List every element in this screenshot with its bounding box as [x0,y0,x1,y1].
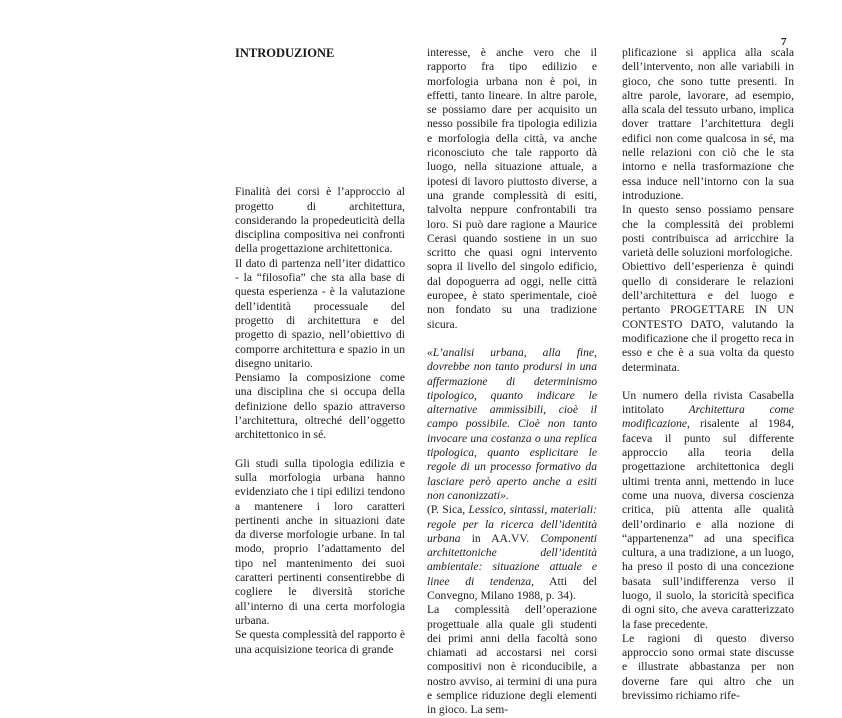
citation-text: Atti del Convegno, Milano 1988, p. 34). [427,574,597,602]
citation-title: Lessico, sintassi, materiali: regole per la ricerca dell’identità urbana [427,503,597,545]
paragraph-text: Un numero della rivista Casabella intitolato [622,388,794,417]
paragraph: plificazione si applica alla scala dell’intervento, non alle variabili in gioco, che sono tutte presenti. In altre parole, lavorare, ad esempio, alla scala del tessuto urbano, implica dover trattare l’architettura degli edifici non come qualcosa in sé, ma nelle relazioni con ciò che le sta intorno e nella trasformazione che essa induce nell’intorno con la sua introduzione. [622,46,794,202]
citation-text: (P. Sica, [427,503,469,517]
paragraph: Finalità dei corsi è l’approccio al progetto di architettura, considerando la propedeuticità della disciplina compositiva nei confronti della progettazione architettonica. [235,185,405,256]
paragraph: In questo senso possiamo pensare che la complessità dei problemi posti contribuisca ad arricchire la varietà delle soluzioni morfologiche. [622,203,794,260]
block-quote: «L’analisi urbana, alla fine, dovrebbe non tanto prodursi in una affermazione di determinismo tipologico, quanto indicare le alternative ammissibili, cioè il campo possibile. Cioè non tanto invocare una costanza o una replica tipologica, quanto esplicitare le regole di un processo formativo da lasciare però aperto anche a esiti non canonizzati». [427,345,597,502]
column-3 [622,46,794,703]
paragraph: Gli studi sulla tipologia edilizia e sulla morfologia urbana hanno evidenziato che i tipi edilizi tendono a mantenere i loro caratteri pertinenti anche in situazioni date da diverse morfologie urbane. In tal modo, proprio l’adattamento del tipo nel mantenimento dei suoi caratteri pertinenti consentirebbe di cogliere le diversità storiche all’interno di una certa morfologia urbana. [235,456,405,627]
column-2 [427,46,597,718]
paragraph [622,389,794,632]
paragraph: La complessità dell’operazione progettuale alla quale gli studenti dei primi anni della facoltà sono chiamati ad accostarsi nei corsi compositivi non è riconducibile, a nostro avviso, ai termini di una pura e semplice riduzione degli elementi in gioco. La sem- [427,603,597,717]
paragraph: Se questa complessità del rapporto è una acquisizione teorica di grande [235,628,405,656]
paragraph-text: , risalente al 1984, faceva il punto sul differente approccio alla teoria della progettazione architettonica degli ultimi trenta anni, mettendo in luce come una nuova, diversa coscienza critica, più attenta alle qualità dell’ordinario e alla nozione di “appartenenza” ad una specifica cultura, a una tradizione, a un luogo, ha preso il posto di una concezione basata sull’indifferenza verso il luogo, il suolo, la storicità specifica di ogni sito, che aveva caratterizzato la fase precedente. [622,417,794,631]
citation [427,503,597,603]
paragraph: Pensiamo la composizione come una disciplina che si occupa della definizione dello spazio attraverso l’architettura, oltreché dell’oggetto architettonico in sé. [235,371,405,442]
column-1 [235,46,405,657]
journal-issue-title: Architettura come modificazione [622,403,794,431]
section-title: INTRODUZIONE [235,46,335,60]
paragraph: Le ragioni di questo diverso approccio sono ormai state discusse e illustrate abbastanza per non doverne fare qui altro che un brevissimo richiamo rife- [622,631,794,703]
citation-text: in AA.VV. [460,531,541,545]
paragraph: Il dato di partenza nell’iter didattico - la “filosofia” che sta alla base di questa esperienza - è la valutazione dell’identità processuale del progetto di architettura e del progetto di spazio, nell’obiettivo di comporre architettura e spazio in un disegno unitario. [235,256,405,370]
paragraph: interesse, è anche vero che il rapporto fra tipo edilizio e morfologia urbana non è poi, in effetti, tanto lineare. In altre parole, se possiamo dare per acquisito un nesso possibile fra tipologia edilizia e morfologia della città, va anche riconosciuto che tale rapporto dà luogo, nella situazione attuale, a ipotesi di lavoro piuttosto diverse, a una grande complessità di esiti, talvolta neppure confrontabili tra loro. Si può dare ragione a Maurice Cerasi quando sostiene in un suo scritto che quasi ogni intervento sopra il livello del singolo edificio, dal dopoguerra ad oggi, nelle città europee, è stato sperimentale, cioè non fondato su una tradizione sicura. [427,46,597,331]
citation-title: Componenti architettoniche dell’identità ambientale: situazione attuale e linee di tendenza, [427,531,597,588]
paragraph: Obiettivo dell’esperienza è quindi quello di considerare le relazioni dell’architettura e del luogo e pertanto PROGETTARE IN UN CONTESTO DATO, valutando la modificazione che il progetto reca in esso e che è a sua volta da questo determinata. [622,260,794,374]
page-number: 7 [781,36,787,48]
